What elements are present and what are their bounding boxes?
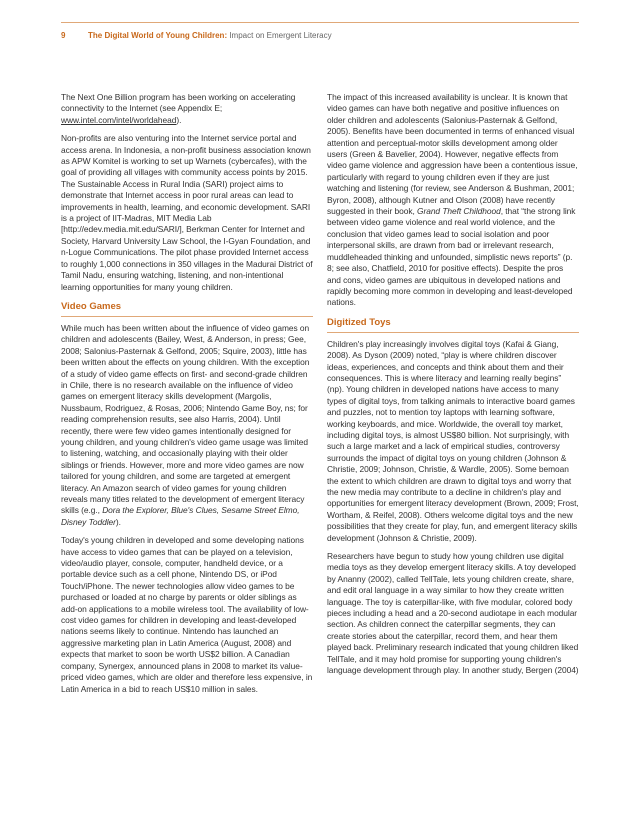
right-column	[327, 92, 579, 684]
section-divider	[61, 316, 313, 317]
paragraph-text: ).	[176, 114, 182, 125]
running-title-bold: The Digital World of Young Children:	[88, 31, 228, 40]
section-digitized-toys	[327, 316, 579, 333]
paragraph-next-billion	[61, 92, 313, 126]
section-divider	[327, 332, 579, 333]
book-title: Grand Theft Childhood	[417, 206, 501, 217]
page-header	[61, 22, 579, 45]
paragraph-telltale: Researchers have begun to study how young children use digital media toys as they develop emergent literacy skills. A toy developed by Ananny (2002), called TellTale, lets young children create, share, and edit oral language in a way similar to how they create written language. The toy is caterpillar-like, with five modular, colored body pieces including a head and a 20-second audiotape in each modular section. As children connect the caterpillar segments, they can create stories about the caterpillar, record them, and hear them played back. Preliminary research indicated that young children liked TellTale, and it may hold promise for supporting young children's language development through play. In another study, Bergen (2004)	[327, 551, 579, 676]
section-video-games	[61, 300, 313, 317]
paragraph-text: , that “the strong link between video game violence and real world violence, and the conclusion that video games lead to social isolation and poor interpersonal skills, are drawn from bad or irrelevant research, muddleheaded thinking and unfounded, simplistic news reports” (p. 8; see also, Chatfield, 2010 for positive effects). Despite the pros and cons, video games are ubiquitous in developed nations and rapidly becoming more common in developing and least-developed nations.	[327, 206, 576, 308]
left-column	[61, 92, 313, 702]
paragraph-text: The impact of this increased availability is unclear. It is known that video games can have both negative and positive influences on older children and adolescents (Salonius-Pasternak & Gelfond, 2005). Benefits have been documented in terms of enhanced visual attention and perceptual-motor skills development among older users (Green & Bavelier, 2004). However, negative effects from video game violence and aggression have been a contentious issue, particularly with regard to young children even if they are just watching and listening (for review, see Anderson & Bushman, 2001; Byron, 2008), although Kutner and Olson (2008) have recently suggested in their book,	[327, 92, 578, 217]
page-number: 9	[61, 31, 66, 40]
paragraph-nonprofits: Non-profits are also venturing into the Internet service portal and access arena. In Indonesia, a non-profit business association known as APW Komitel is working to set up Warnets (cybercafes), with the goal of providing all villages with community access points by 2015. The Sustainable Access in Rural India (SARI) project aims to demonstrate that Internet access in poor rural areas can lead to improvements in health, learning, and economic development. SARI is a project of IIT-Madras, MIT Media Lab [http://edev.media.mit.edu/SARI/], Berkman Center for Internet and Society, Harvard University Law School, the I-Gyan Foundation, and n-Logue Communications. The pilot phase provided Internet access to roughly 1,000 connections in 350 villages in the Madurai District of Tamil Nadu, ensuring watching, listening, and non-intentional learning opportunities for many young children.	[61, 133, 313, 292]
heading-digitized-toys: Digitized Toys	[327, 316, 391, 328]
paragraph-text: The Next One Billion program has been working on accelerating connectivity to the Internet (see Appendix E;	[61, 92, 296, 114]
paragraph-text: While much has been written about the influence of video games on children and adolescents (Bailey, West, & Anderson, in press; Gee, 2008; Salonius-Pasternak & Gelfond, 2005; Squire, 2003), little has been written about the effects on young children. With the exception of a study of video game effects on first- and second-grade children in Chile, there is no research available on the influence of video games on emergent literacy skills development (Margolis, Nussbaum, Rodriguez, & Rosas, 2006; Nintendo Game Boy, ns; for reading comprehension results, see also Harris, 2004). Until recently, there were few video games intentionally designed for young children, and young children's video game usage was limited to listening, watching, and occasionally playing with their older siblings or friends. However, more and more video games are now tailored for young children, and some are targeted at emergent literacy. An Amazon search of video games for young children reveals many titles related to the development of emergent literacy skills (e.g.,	[61, 322, 310, 516]
running-title	[88, 31, 332, 40]
paragraph-video-games-access: Today's young children in developed and some developing nations have access to video games that can be played on a television, video/audio player, console, computer, handheld device, or a portable device such as a cell phone, Nintendo DS, or iPod Touch/iPhone. The newer technologies allow video games to be purchased or loaded at no charge by parents or older siblings as add-on applications to a mobile wireless tool. The availability of low-cost video games for children in developing and least-developed nations seems likely to continue. Nintendo has launched an aggressive marketing plan in Latin America (August, 2008) and expects that market to soon be worth US$2 billion. A Canadian company, Synergex, announced plans in 2008 to market its value-priced video games, which are older and therefore less expensive, in Latin America in a bid to reach US$10 million in sales.	[61, 535, 313, 694]
paragraph-digital-toys: Children's play increasingly involves digital toys (Kafai & Giang, 2008). As Dyson (2009) noted, “play is where children discover ideas, experiences, and concepts and think about them and their consequences. This is where literacy and learning really begins” (np). Young children in developed nations have access to many types of digital toys, from talking animals to interactive board games and puzzles, not to mention toy laptops with learning software, working keyboards, and mice. Worldwide, the overall toy market, including digital toys, is almost US$80 billion. Not surprisingly, with such a large market and a lack of empirical studies, controversy surrounds the impact of digital toys on young children (Johnson & Christie, 2009; Johnson, Christie, & Wardle, 2005). Some bemoan the extent to which children are drawn to digital toys and worry that the new media may contribute to a decline in children's play and opportunities for emergent literacy development (Brown, 2009; Frost, Wortham, & Reifel, 2008). Others welcome digital toys and the new possibilities that they create for play, fun, and emergent literacy skills development (Johnson & Christie, 2009).	[327, 338, 579, 543]
running-title-subtitle: Impact on Emergent Literacy	[227, 31, 332, 40]
paragraph-text: ).	[115, 516, 121, 527]
heading-video-games: Video Games	[61, 300, 122, 312]
paragraph-impact	[327, 92, 579, 309]
paragraph-video-games-research	[61, 323, 313, 528]
game-titles: Dora the Explorer, Blue's Clues, Sesame Street Elmo, Disney Toddler	[61, 505, 300, 527]
intel-link[interactable]: www.intel.com/intel/worldahead	[61, 114, 177, 125]
